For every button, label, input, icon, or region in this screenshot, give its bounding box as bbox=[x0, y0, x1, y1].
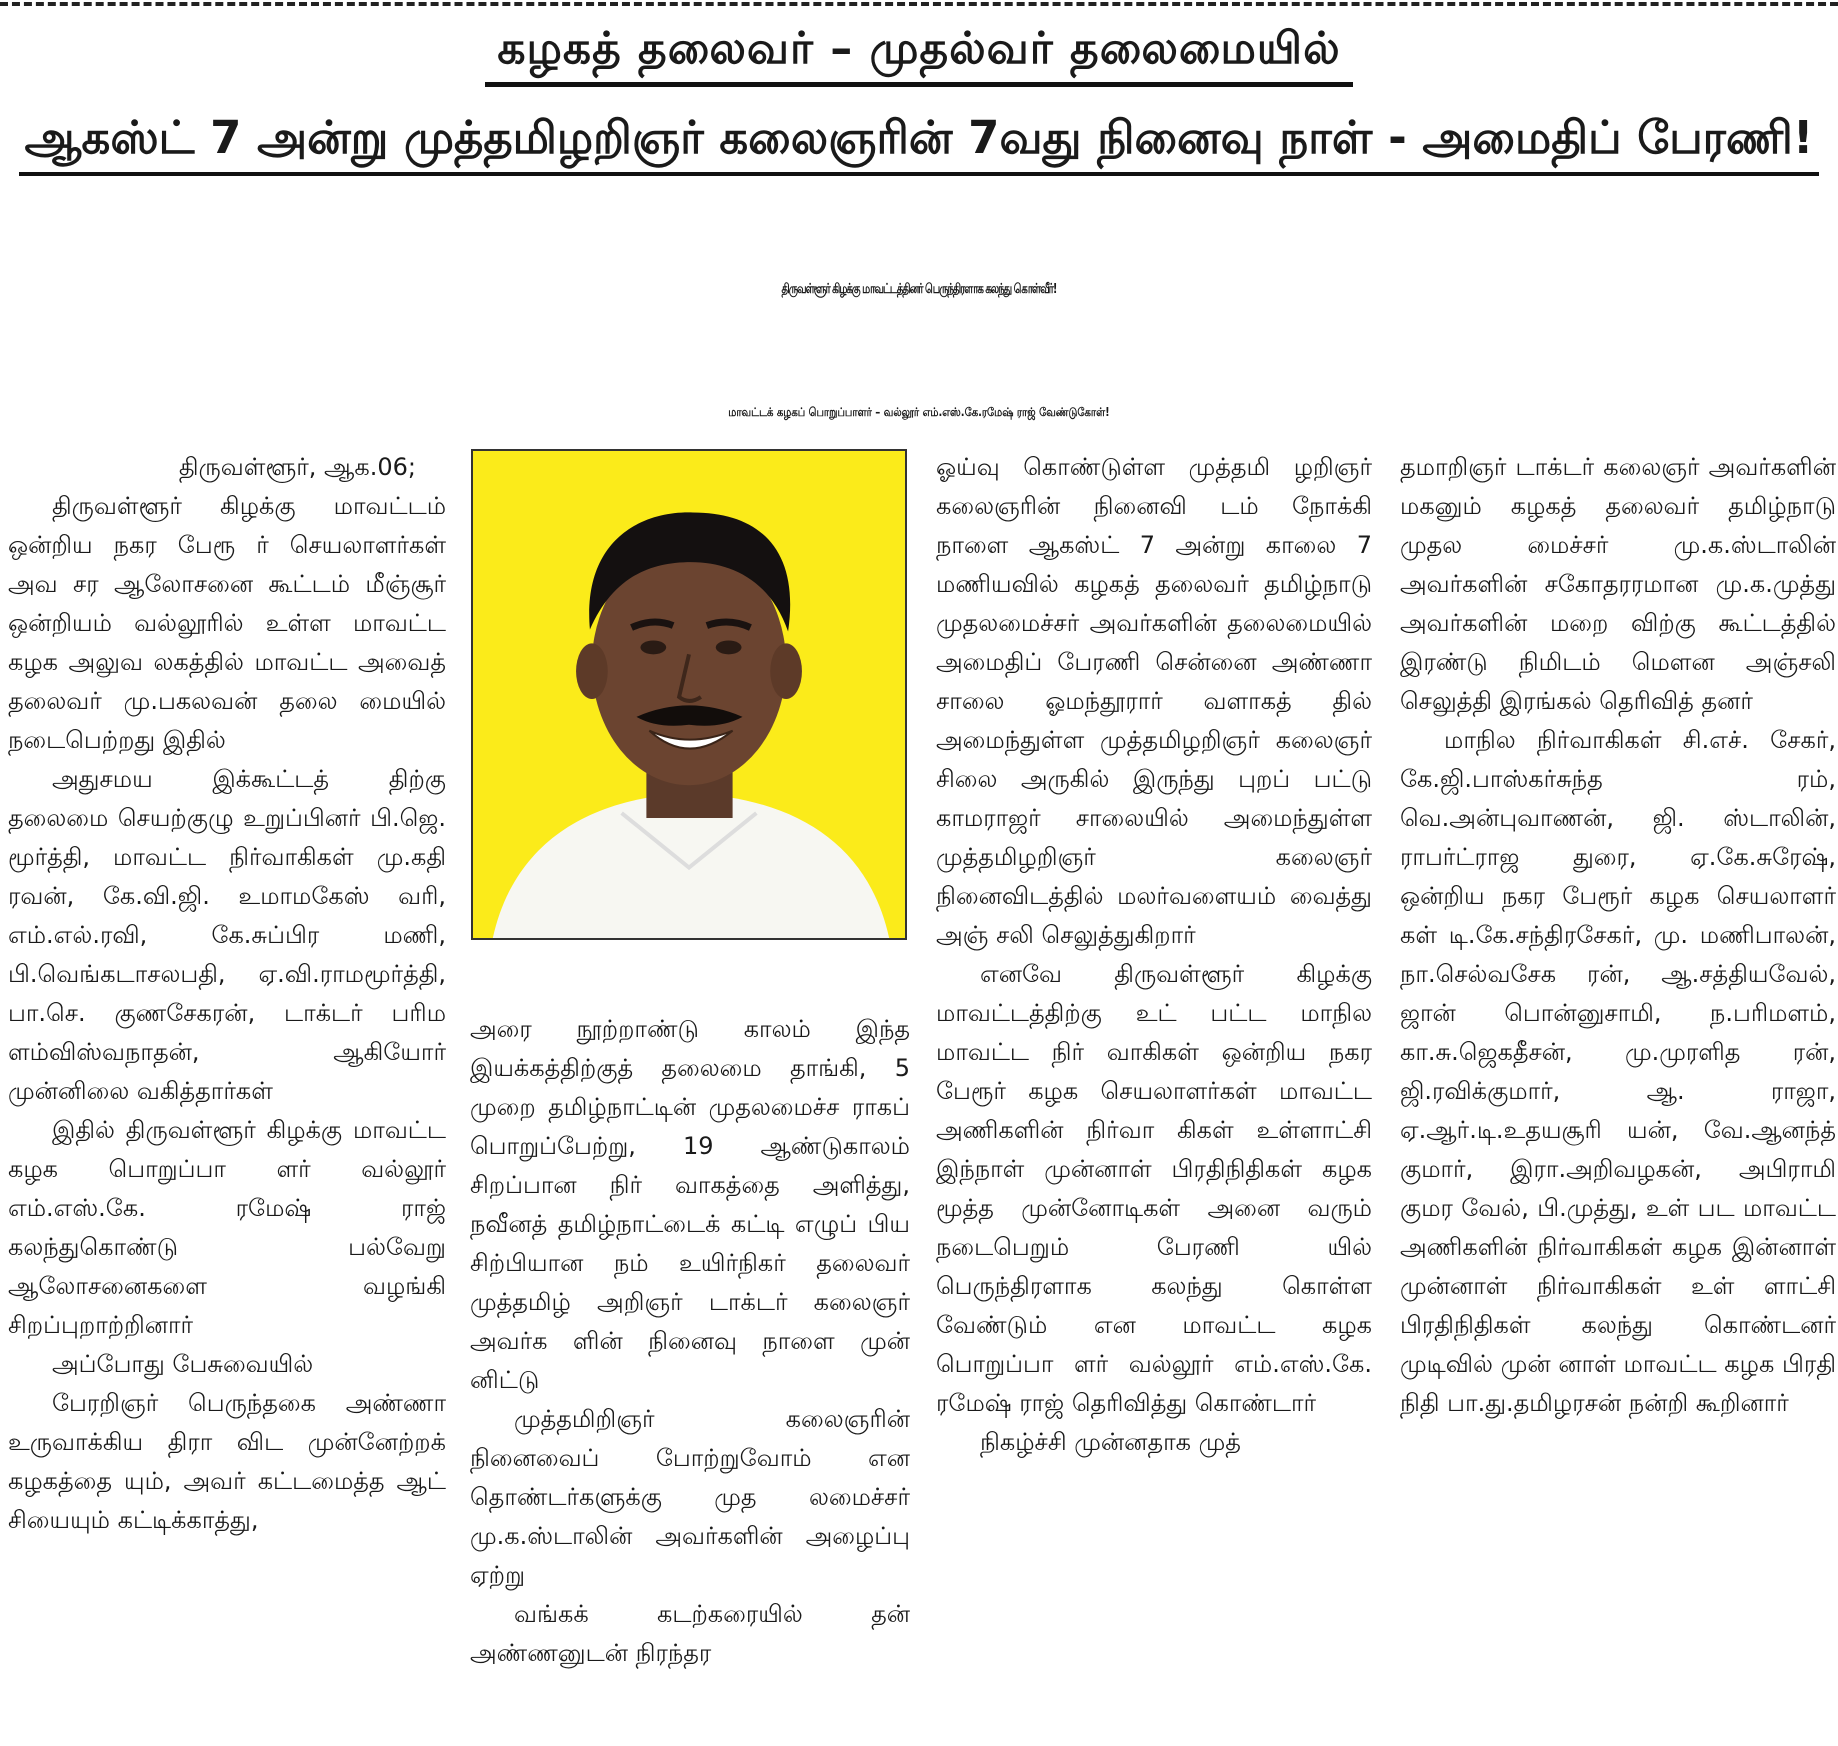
paragraph: நிகழ்ச்சி முன்னதாக முத் bbox=[980, 1428, 1241, 1456]
headline: திருவள்ளூர் கிழக்கு மாவட்டத்தினர் பெருந்திரளாக கலந்து கொள்வீர்! bbox=[781, 282, 1057, 298]
article-column-2 bbox=[470, 1010, 910, 1746]
paragraph: பேரறிஞர் பெருந்தகை அண்ணா உருவாக்கிய திரா விட முன்னேற்றக் கழகத்தை யும், அவர் கட்டமைத்த ஆட் சியையும் கட்டிக்காத்து, bbox=[8, 1389, 446, 1534]
article-column-4 bbox=[1400, 448, 1836, 1746]
paragraph: முத்தமிறிஞர் கலைஞரின் நினைவைப் போற்றுவோம் என தொண்டர்களுக்கு முத லமைச்சர் மு.க.ஸ்டாலின் அவர்களின் அழைப்பு ஏற்று bbox=[470, 1405, 910, 1589]
paragraph: அரை நூற்றாண்டு காலம் இந்த இயக்கத்திற்குத் தலைமை தாங்கி, 5 முறை தமிழ்நாட்டின் முதலமைச்ச ராகப் பொறுப்பேற்று, 19 ஆண்டுகாலம் சிறப்பான நிர் வாகத்தை அளித்து, நவீனத் தமிழ்நாட்டைக் கட்டி எழுப் பிய சிற்பியான நம் உயிர்நிகர் தலைவர் முத்தமிழ் அறிஞர் டாக்டர் கலைஞர் அவர்க ளின் நினைவு நாளை முன் னிட்டு bbox=[470, 1015, 910, 1394]
portrait-photo bbox=[471, 449, 907, 940]
kicker-text: கழகத் தலைவர் – முதல்வர் தலைமையில் bbox=[485, 22, 1352, 87]
byline: மாவட்டக் கழகப் பொறுப்பாளர் – வல்லூர் எம்.எஸ்.கே.ரமேஷ் ராஜ் வேண்டுகோள்! bbox=[728, 406, 1110, 420]
paragraph: எனவே திருவள்ளூர் கிழக்கு மாவட்டத்திற்கு உட் பட்ட மாநில மாவட்ட நிர் வாகிகள் ஒன்றிய நகர பேரூர் கழக செயலாளர்கள் மாவட்ட அணிகளின் நிர்வா கிகள் உள்ளாட்சி இந்நாள் முன்னாள் பிரதிநிதிகள் கழக மூத்த முன்னோடிகள் அனை வரும் நடைபெறும் பேரணி யில் பெருந்திரளாக கலந்து கொள்ள வேண்டும் என மாவட்ட கழக பொறுப்பா ளர் வல்லூர் எம்.எஸ்.கே. ரமேஷ் ராஜ் தெரிவித்து கொண்டார் bbox=[936, 960, 1372, 1417]
paragraph: ஓய்வு கொண்டுள்ள முத்தமி ழறிஞர் கலைஞரின் நினைவி டம் நோக்கி நாளை ஆகஸ்ட் 7 அன்று காலை 7 மணியவில் கழகத் தலைவர் தமிழ்நாடு முதலமைச்சர் அவர்களின் தலைமையில் அமைதிப் பேரணி சென்னை அண்ணா சாலை ஓமந்தூரார் வளாகத் தில் அமைந்துள்ள முத்தமிழறிஞர் கலைஞர் சிலை அருகில் இருந்து புறப் பட்டு காமராஜர் சாலையில் அமைந்துள்ள முத்தமிழறிஞர் கலைஞர் நினைவிடத்தில் மலர்வளையம் வைத்து அஞ் சலி செலுத்துகிறார் bbox=[936, 453, 1372, 949]
portrait-illustration bbox=[473, 451, 905, 938]
paragraph: திருவள்ளூர் கிழக்கு மாவட்டம் ஒன்றிய நகர பேரூ ர் செயலாளர்கள் அவ சர ஆலோசனை கூட்டம் மீஞ்சூர் ஒன்றியம் வல்லூரில் உள்ள மாவட்ட கழக அலுவ லகத்தில் மாவட்ட அவைத் தலைவர் மு.பகலவன் தலை மையில் நடைபெற்றது இதில் bbox=[8, 492, 446, 754]
paragraph: வங்கக் கடற்கரையில் தன் அண்ணனுடன் நிரந்தர bbox=[470, 1600, 910, 1667]
paragraph: அப்போது பேசுவையில் bbox=[52, 1350, 314, 1378]
paragraph: அதுசமய இக்கூட்டத் திற்கு தலைமை செயற்குழு உறுப்பினர் பி.ஜெ. மூர்த்தி, மாவட்ட நிர்வாகிகள் மு.கதி ரவன், கே.வி.ஜி. உமாமகேஸ் வரி, எம்.எல்.ரவி, கே.சுப்பிர மணி, பி.வெங்கடாசலபதி, ஏ.வி.ராமமூர்த்தி, பா.செ. குணசேகரன், டாக்டர் பரிம ளம்விஸ்வநாதன், ஆகியோர் முன்னிலை வகித்தார்கள் bbox=[8, 765, 446, 1105]
paragraph: மாநில நிர்வாகிகள் சி.எச். சேகர், கே.ஜி.பாஸ்கர்சுந்த ரம், வெ.அன்புவாணன், ஜி. ஸ்டாலின், ராபர்ட்ராஜ துரை, ஏ.கே.சுரேஷ், ஒன்றிய நகர பேரூர் கழக செயலாளர் கள் டி.கே.சந்திரசேகர், மு. மணிபாலன், நா.செல்வசேக ரன், ஆ.சத்தியவேல், ஜான் பொன்னுசாமி, ந.பரிமளம், கா.சு.ஜெகதீசன், மு.முரளித ரன், ஜி.ரவிக்குமார், ஆ. ராஜா, ஏ.ஆர்.டி.உதயசூரி யன், வே.ஆனந்த் குமார், இரா.அறிவழகன், அபிராமி குமர வேல், பி.முத்து, உள் பட மாவட்ட அணிகளின் நிர்வாகிகள் கழக இன்னாள் முன்னாள் நிர்வாகிகள் உள் ளாட்சி பிரதிநிதிகள் கலந்து கொண்டனர் முடிவில் முன் னாள் மாவட்ட கழக பிரதி நிதி பா.து.தமிழரசன் நன்றி கூறினார் bbox=[1400, 726, 1836, 1417]
subheadline-text: ஆகஸ்ட் 7 அன்று முத்தமிழறிஞர் கலைஞரின் 7வது நினைவு நாள் - அமைதிப் பேரணி! bbox=[19, 110, 1820, 176]
kicker bbox=[0, 22, 1838, 87]
top-dashed-rule bbox=[0, 2, 1838, 6]
paragraph: தமாறிஞர் டாக்டர் கலைஞர் அவர்களின் மகனும் கழகத் தலைவர் தமிழ்நாடு முதல மைச்சர் மு.க.ஸ்டாலின் அவர்களின் சகோதரரமான மு.க.முத்து அவர்களின் மறை விற்கு கூட்டத்தில் இரண்டு நிமிடம் மௌன அஞ்சலி செலுத்தி இரங்கல் தெரிவித் தனர் bbox=[1400, 453, 1836, 715]
article-column-3 bbox=[936, 448, 1372, 1746]
subheadline bbox=[0, 110, 1838, 176]
dateline: திருவள்ளூர், ஆக.06; bbox=[178, 453, 416, 481]
paragraph: இதில் திருவள்ளூர் கிழக்கு மாவட்ட கழக பொறுப்பா ளர் வல்லூர் எம்.எஸ்.கே. ரமேஷ் ராஜ் கலந்துகொண்டு பல்வேறு ஆலோசனைகளை வழங்கி சிறப்புறாற்றினார் bbox=[8, 1116, 446, 1339]
article-column-1 bbox=[8, 448, 446, 1746]
